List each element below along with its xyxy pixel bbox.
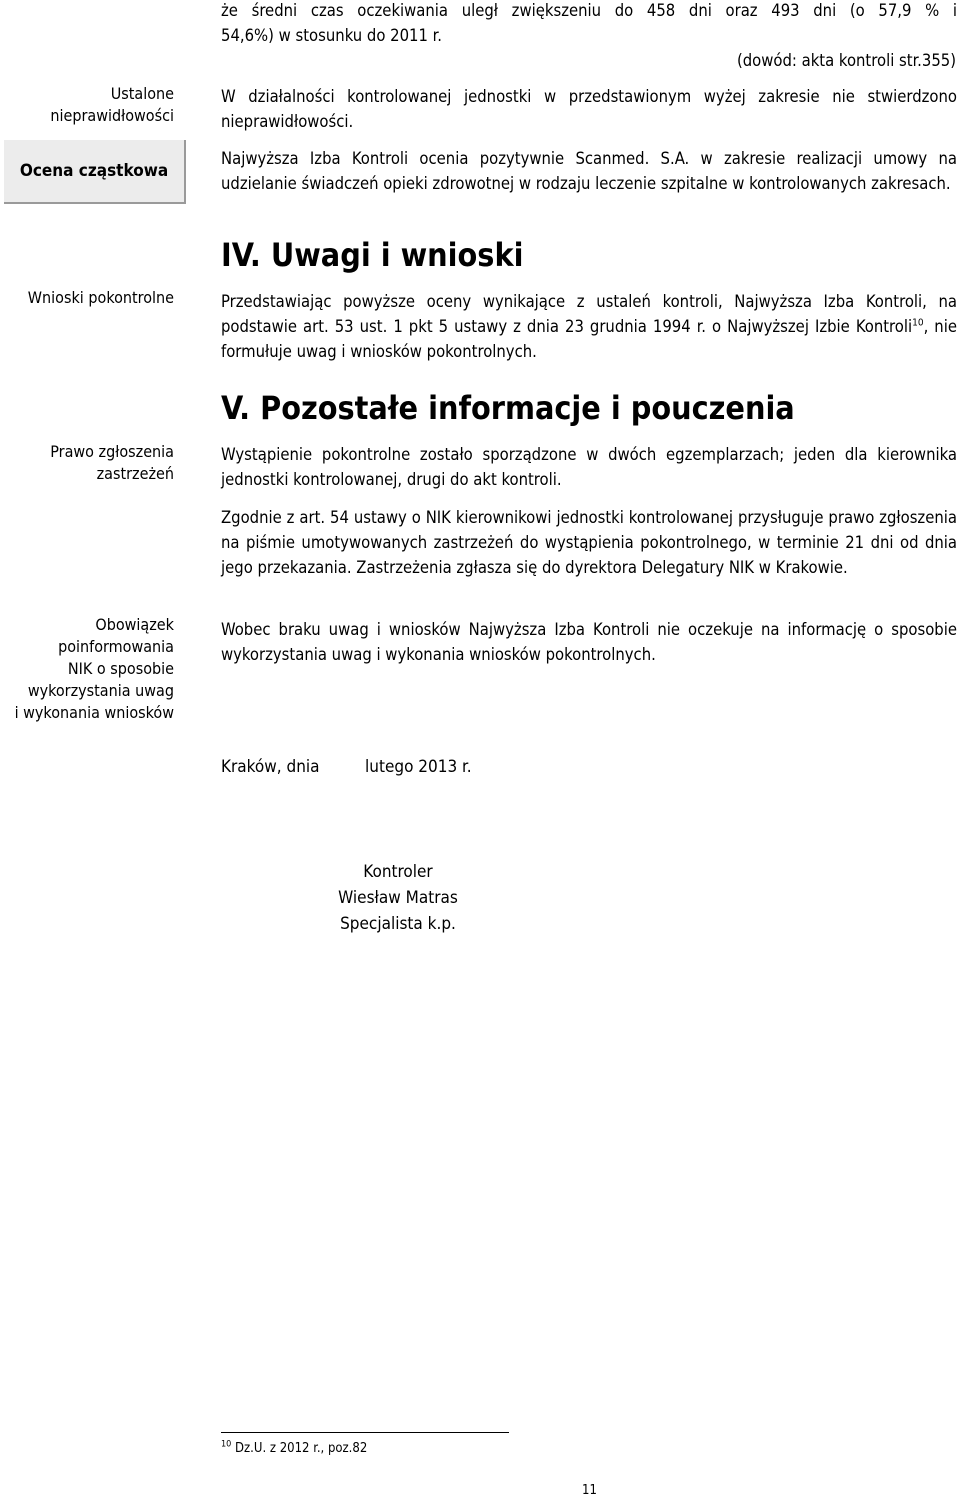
- sidebar-text: zastrzeżeń: [96, 464, 174, 483]
- line: że średni czas oczekiwania uległ zwiększeniu do 458 dni oraz 493 dni (o 57,9 % i: [221, 1, 957, 20]
- footnote-separator: [221, 1432, 509, 1433]
- text: , nie formułuje uwag i wniosków pokontrolnych.: [221, 317, 957, 361]
- signature-title: Specjalista k.p.: [340, 914, 456, 934]
- date-month-year: lutego 2013 r.: [365, 757, 472, 777]
- paragraph-section-iv: [221, 289, 957, 364]
- sidebar-text: i wykonania wniosków: [14, 703, 174, 722]
- paragraph-assessment: Najwyższa Izba Kontroli ocenia pozytywnie Scanmed. S.A. w zakresie realizacji umowy na udzielanie świadczeń opieki zdrowotnej w rodzaju leczenie szpitalne w kontrolowanych zakresach.: [221, 149, 957, 193]
- text: Przedstawiając powyższe oceny wynikające z ustaleń kontroli, Najwyższa Izba Kontroli, na podstawie art. 53 ust. 1 pkt 5 ustawy z dnia 23 grudnia 1994 r. o Najwyższej Izbie Kontroli: [221, 292, 957, 336]
- sidebar-text: nieprawidłowości: [50, 106, 174, 125]
- sidebar-text: NIK o sposobie: [67, 659, 174, 678]
- sidebar-text: wykorzystania uwag: [27, 681, 174, 700]
- date-line: [221, 754, 472, 780]
- signature-role: Kontroler: [363, 862, 433, 882]
- sidebar-item-ocena-box: [4, 140, 186, 204]
- signature-name: Wiesław Matras: [338, 888, 458, 908]
- sidebar-item-wnioski: [28, 287, 174, 309]
- sidebar-item-ocena-label: Ocena cząstkowa: [19, 161, 169, 181]
- date-place: Kraków, dnia: [221, 757, 320, 777]
- sidebar-text: Obowiązek: [95, 615, 174, 634]
- sidebar-item-ustalone: [50, 83, 174, 127]
- section-heading-iv: IV. Uwagi i wnioski: [221, 236, 524, 274]
- footnote-ref: 10: [912, 317, 924, 329]
- footnote-number: 10: [221, 1439, 232, 1450]
- paragraph-top-continued: [221, 0, 957, 48]
- paragraph-section-v-1: Wystąpienie pokontrolne zostało sporządzone w dwóch egzemplarzach; jeden dla kierownika jednostki kontrolowanej, drugi do akt kontroli.: [221, 445, 957, 489]
- paragraph-no-irregularities: W działalności kontrolowanej jednostki w przedstawionym wyżej zakresie nie stwierdzono nieprawidłowości.: [221, 87, 957, 131]
- sidebar-item-obowiazek: [15, 614, 174, 724]
- paragraph-section-v-3: Wobec braku uwag i wniosków Najwyższa Izba Kontroli nie oczekuje na informację o sposobie wykorzystania uwag i wykonania wniosków pokontrolnych.: [221, 620, 957, 664]
- sidebar-text: Wnioski pokontrolne: [27, 288, 174, 307]
- signature-block: [300, 859, 496, 937]
- footnote-text: Dz.U. z 2012 r., poz.82: [235, 1441, 368, 1456]
- sidebar-text: poinformowania: [58, 637, 174, 656]
- sidebar-text: Ustalone: [110, 84, 174, 103]
- evidence-note: (dowód: akta kontroli str.355): [736, 51, 956, 70]
- sidebar-item-prawo: [50, 441, 174, 485]
- page-number: 11: [582, 1483, 597, 1498]
- line: 54,6%) w stosunku do 2011 r.: [221, 26, 442, 45]
- section-heading-v: V. Pozostałe informacje i pouczenia: [221, 389, 795, 427]
- paragraph-section-v-2: Zgodnie z art. 54 ustawy o NIK kierownikowi jednostki kontrolowanej przysługuje prawo zgłoszenia na piśmie umotywowanych zastrzeżeń do wystąpienia pokontrolnego, w terminie 21 dni od dnia jego przekazania. Zastrzeżenia zgłasza się do dyrektora Delegatury NIK w Krakowie.: [221, 508, 957, 577]
- sidebar-text: Prawo zgłoszenia: [50, 442, 174, 461]
- footnote: [221, 1440, 367, 1458]
